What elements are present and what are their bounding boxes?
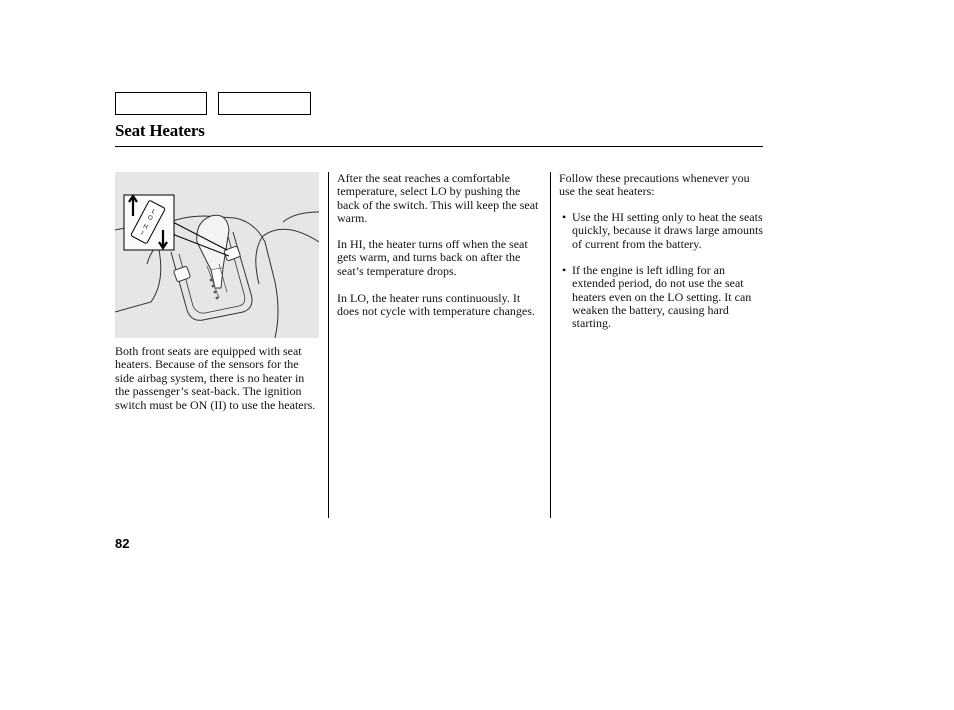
switch-letter: H (141, 223, 149, 231)
switch-letter: O (146, 214, 154, 223)
title-divider (115, 146, 763, 147)
switch-letter: L (150, 208, 157, 216)
header-tab-box-right (218, 92, 311, 115)
column-divider-1 (328, 172, 329, 518)
precaution-text: If the engine is left idling for an extended period, do not use the seat heaters even on the LO setting. It can weaken the battery, causing hard starting. (572, 262, 752, 331)
header-tab-box-left (115, 92, 207, 115)
column-divider-2 (550, 172, 551, 518)
section-title: Seat Heaters (115, 121, 205, 140)
list-item (559, 264, 764, 331)
bullet-dot: • (562, 210, 567, 224)
switch-letter: I (139, 230, 145, 237)
hi-mode-paragraph: In HI, the heater turns off when the seat gets warm, and turns back on after the seat’s temperature drops. (337, 237, 528, 278)
bullet-dot: • (562, 262, 567, 277)
lo-setting-paragraph: After the seat reaches a comfortable temperature, select LO by pushing the back of the switch. This will keep the seat warm. (337, 171, 539, 226)
seat-heater-switch-illustration (115, 172, 319, 338)
list-item (559, 211, 764, 251)
precautions-intro: Follow these precautions whenever you use the seat heaters: (559, 171, 750, 199)
lo-mode-paragraph: In LO, the heater runs continuously. It does not cycle with temperature changes. (337, 291, 535, 319)
precautions-list (559, 211, 764, 343)
precaution-text: Use the HI setting only to heat the seats quickly, because it draws large amounts of current from the battery. (572, 210, 763, 251)
intro-paragraph: Both front seats are equipped with seat heaters. Because of the sensors for the side airbag system, there is no heater in the passenger’s seat-back. The ignition switch must be ON (II) to use the heaters. (115, 344, 316, 412)
page-number: 82 (115, 536, 130, 551)
